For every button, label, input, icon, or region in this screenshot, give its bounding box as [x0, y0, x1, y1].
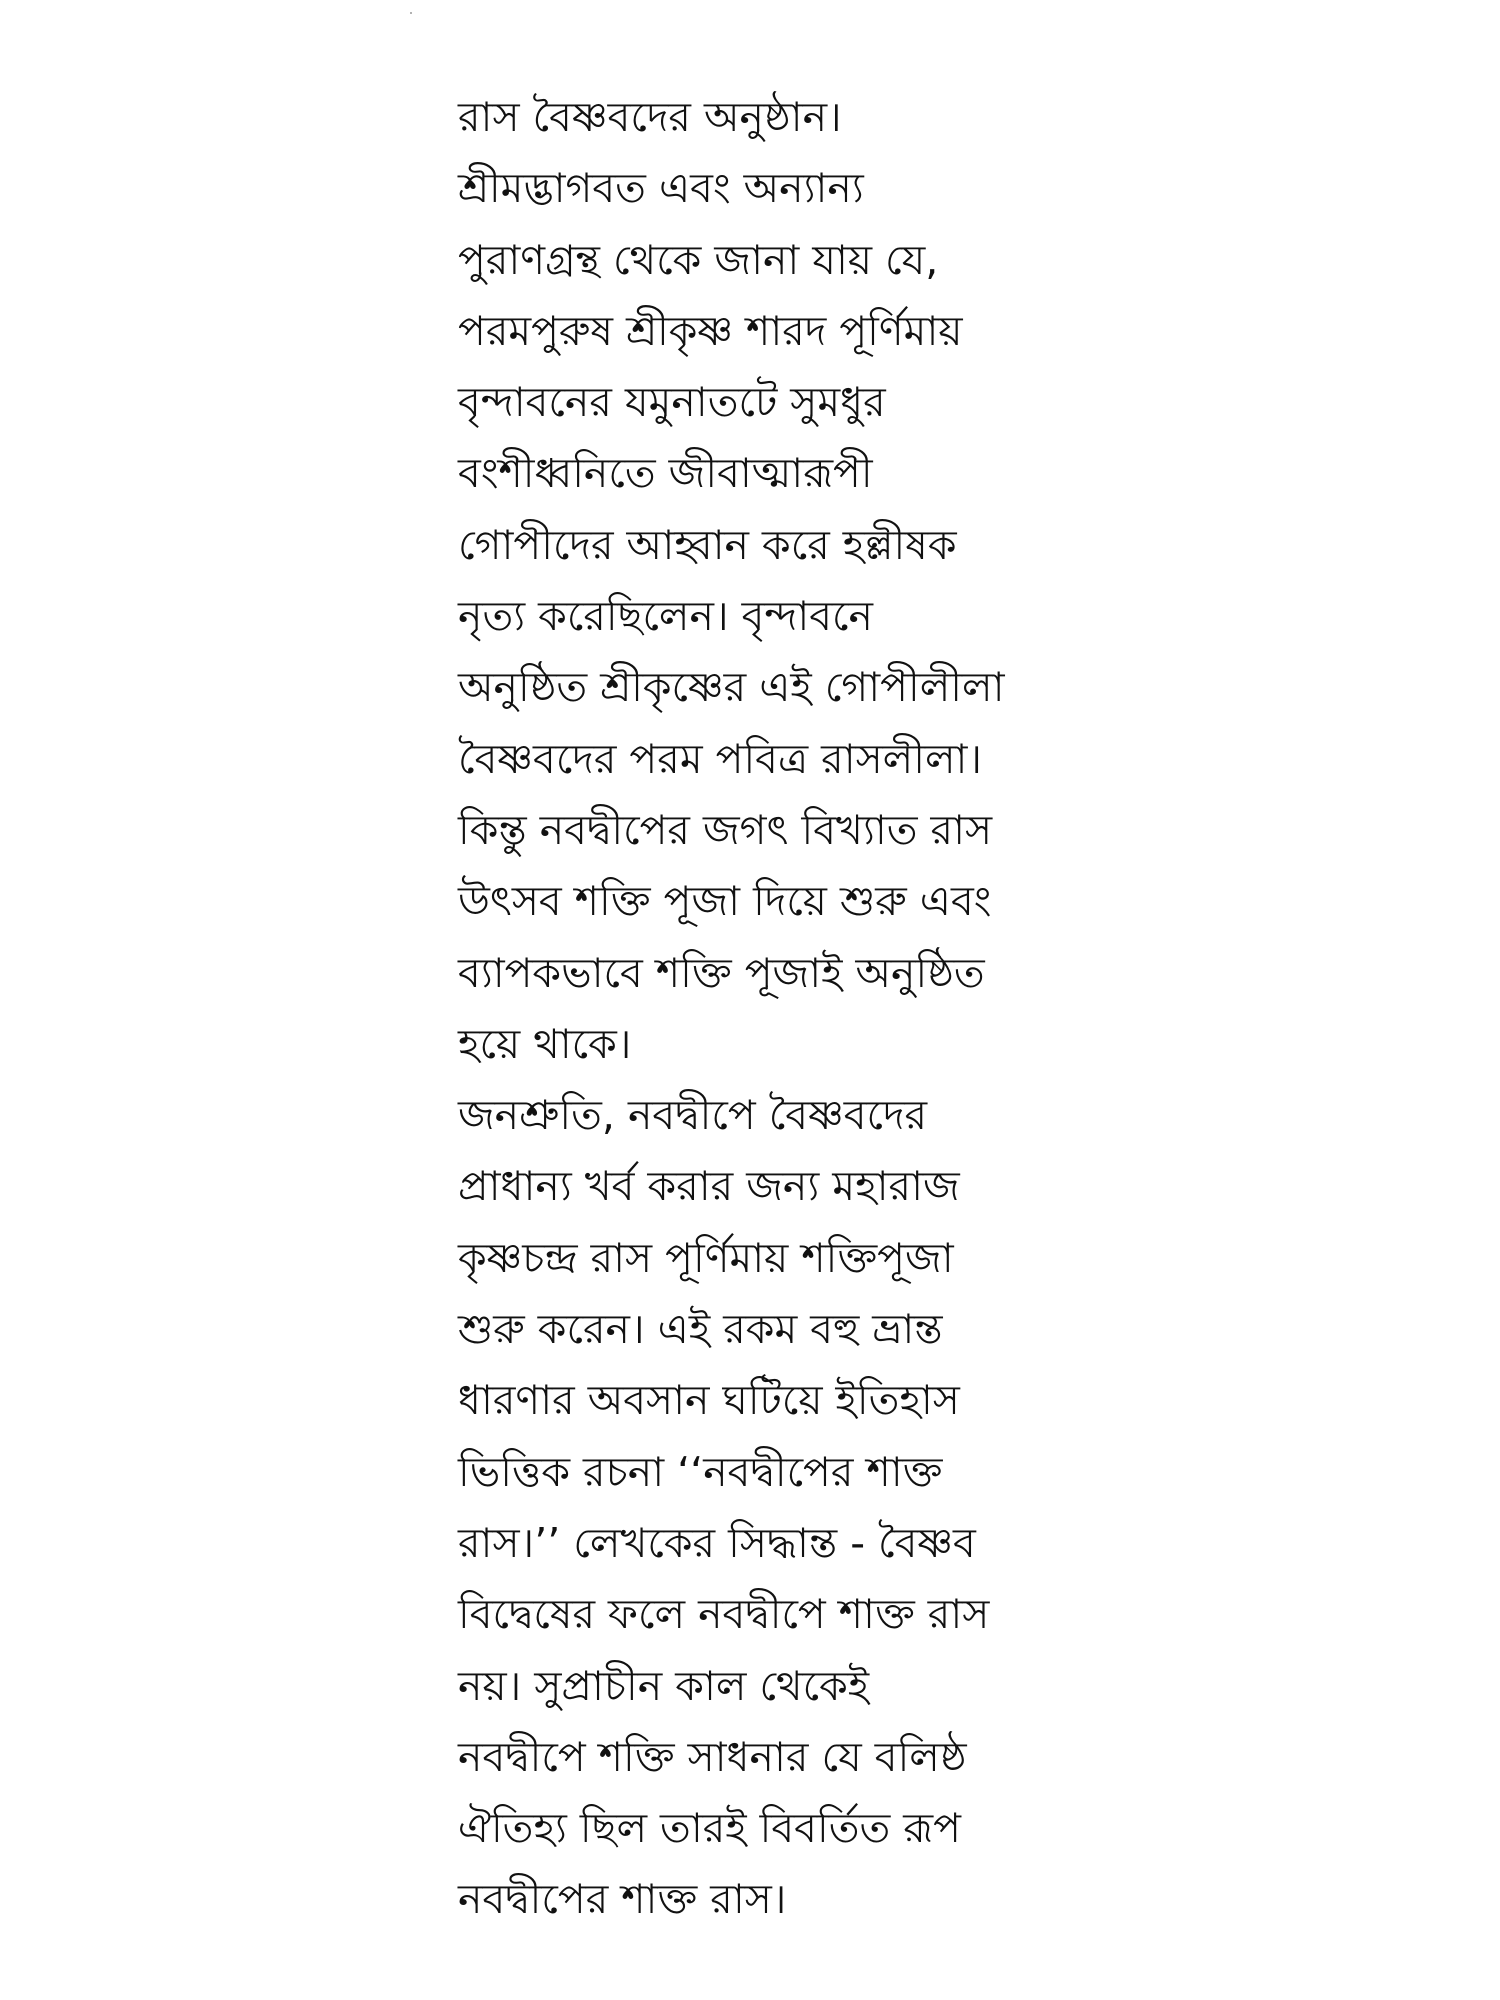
- text-line: শ্রীমদ্ভাগবত এবং অন্যান্য: [458, 164, 864, 213]
- text-line: নবদ্বীপের শাক্ত রাস।: [458, 1875, 787, 1924]
- text-line: নবদ্বীপে শক্তি সাধনার যে বলিষ্ঠ: [458, 1732, 967, 1781]
- text-line: হয়ে থাকে।: [458, 1019, 632, 1068]
- text-line: উৎসব শক্তি পূজা দিয়ে শুরু এবং: [458, 877, 992, 926]
- text-line: অনুষ্ঠিত শ্রীকৃষ্ণের এই গোপীলীলা: [458, 663, 1005, 712]
- text-line: প্রাধান্য খর্ব করার জন্য মহারাজ: [458, 1162, 960, 1211]
- text-line: বৈষ্ণবদের পরম পবিত্র রাসলীলা।: [458, 734, 983, 783]
- text-line: পরমপুরুষ শ্রীকৃষ্ণ শারদ পূর্ণিমায়: [458, 306, 963, 355]
- text-line: বিদ্বেষের ফলে নবদ্বীপে শাক্ত রাস: [458, 1590, 990, 1639]
- scan-speck: [410, 12, 412, 14]
- text-line: বংশীধ্বনিতে জীবাত্মারূপী: [458, 449, 873, 498]
- text-line: বৃন্দাবনের যমুনাতটে সুমধুর: [458, 378, 886, 427]
- text-line: কৃষ্ণচন্দ্র রাস পূর্ণিমায় শক্তিপূজা: [458, 1233, 954, 1282]
- text-line: গোপীদের আহ্বান করে হল্লীষক: [458, 520, 957, 569]
- text-line: ভিত্তিক রচনা ‘‘নবদ্বীপের শাক্ত: [458, 1447, 943, 1496]
- text-line: ঐতিহ্য ছিল তারই বিবর্তিত রূপ: [458, 1804, 961, 1853]
- text-line: পুরাণগ্রন্থ থেকে জানা যায় যে,: [458, 235, 939, 284]
- text-line: রাস।’’ লেখকের সিদ্ধান্ত - বৈষ্ণব: [458, 1518, 976, 1567]
- body-text: [458, 82, 1098, 1936]
- text-line: রাস বৈষ্ণবদের অনুষ্ঠান।: [458, 93, 842, 141]
- text-line: নয়। সুপ্রাচীন কাল থেকেই: [458, 1661, 870, 1710]
- text-line: নৃত্য করেছিলেন। বৃন্দাবনে: [458, 592, 874, 641]
- text-line: জনশ্রুতি, নবদ্বীপে বৈষ্ণবদের: [458, 1091, 928, 1140]
- text-line: ধারণার অবসান ঘটিয়ে ইতিহাস: [458, 1376, 960, 1425]
- text-line: কিন্তু নবদ্বীপের জগৎ বিখ্যাত রাস: [458, 805, 993, 854]
- text-line: শুরু করেন। এই রকম বহু ভ্রান্ত: [458, 1305, 943, 1354]
- text-line: ব্যাপকভাবে শক্তি পূজাই অনুষ্ঠিত: [458, 948, 985, 997]
